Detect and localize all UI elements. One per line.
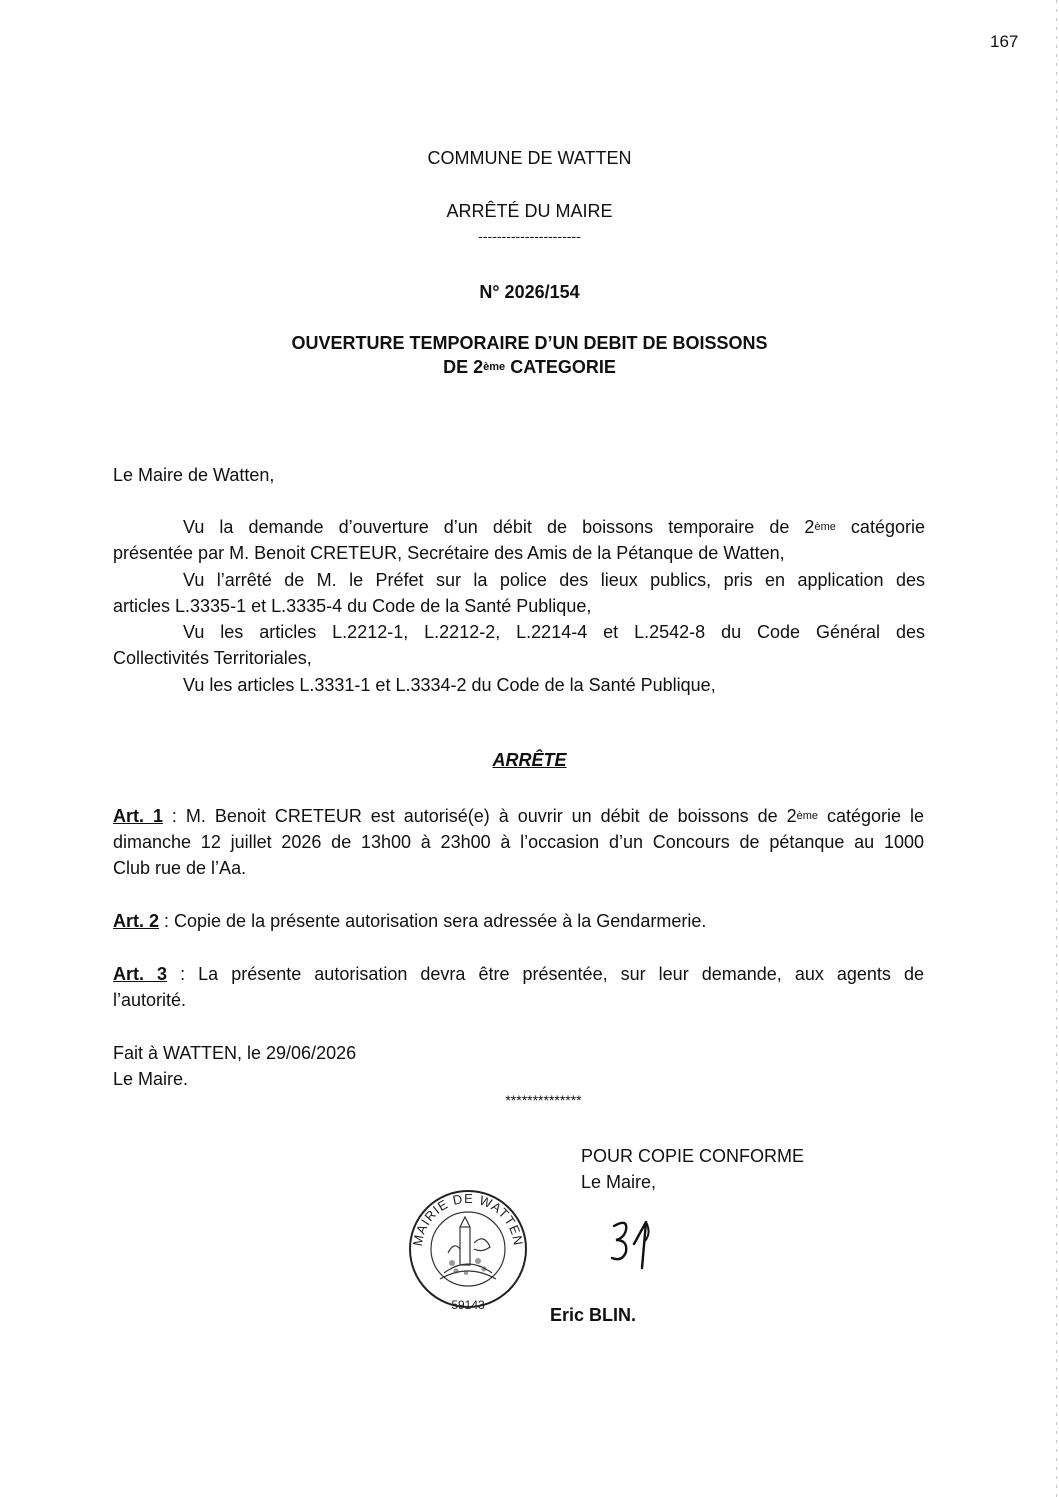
vu-3-line-1: Vu les articles L.2212-1, L.2212-2, L.2214-4 et L.2542-8 du Code Général des: [183, 622, 925, 642]
mairie-stamp: [404, 1183, 532, 1318]
subject-line-1: OUVERTURE TEMPORAIRE D’UN DEBIT DE BOISSONS: [291, 333, 768, 353]
commune-name: COMMUNE DE WATTEN: [427, 148, 632, 168]
svg-text:MAIRIE DE WATTEN: MAIRIE DE WATTEN: [409, 1190, 527, 1248]
title-separator: ----------------------: [478, 228, 581, 244]
vu-3-line-2: Collectivités Territoriales,: [113, 648, 312, 668]
article-1-label: Art. 1: [113, 806, 163, 826]
stamp-seal-icon: [404, 1183, 532, 1318]
signatory-name: Eric BLIN.: [550, 1305, 637, 1325]
arrete-title: ARRÊTÉ DU MAIRE: [446, 201, 613, 221]
signatory-role: Le Maire.: [113, 1069, 189, 1089]
decision-heading: ARRÊTE: [492, 750, 567, 770]
stars-separator: **************: [505, 1092, 582, 1108]
article-2-label: Art. 2: [113, 911, 160, 931]
article-3-label: Art. 3: [113, 964, 168, 984]
handwritten-signature: [606, 1214, 666, 1274]
article-1-line-3: Club rue de l’Aa.: [113, 858, 247, 878]
subject-line-2: DE 2ème CATEGORIE: [443, 357, 616, 377]
article-3-line-2: l’autorité.: [113, 990, 187, 1010]
copy-role: Le Maire,: [581, 1172, 657, 1192]
article-2: Art. 2 : Copie de la présente autorisation sera adressée à la Gendarmerie.: [113, 911, 707, 931]
vu-2-line-2: articles L.3335-1 et L.3335-4 du Code de la Santé Publique,: [113, 596, 592, 616]
preamble-opening: Le Maire de Watten,: [113, 465, 275, 485]
place-and-date: Fait à WATTEN, le 29/06/2026: [113, 1043, 357, 1063]
article-1-line-1: Art. 1 : M. Benoit CRETEUR est autorisé(e) à ouvrir un débit de boissons de 2ème catégorie le: [113, 806, 924, 826]
page-number: 167: [990, 32, 1019, 51]
arrete-number: N° 2026/154: [479, 282, 580, 302]
vu-4: Vu les articles L.3331-1 et L.3334-2 du Code de la Santé Publique,: [183, 675, 716, 695]
vu-1-line-2: présentée par M. Benoit CRETEUR, Secrétaire des Amis de la Pétanque de Watten,: [113, 543, 785, 563]
copy-statement: POUR COPIE CONFORME: [581, 1146, 805, 1166]
vu-2-line-1: Vu l’arrêté de M. le Préfet sur la police des lieux publics, pris en application des: [183, 570, 925, 590]
vu-1-line-1: Vu la demande d’ouverture d’un débit de boissons temporaire de 2ème catégorie: [183, 517, 925, 537]
scan-edge-artifact: [1056, 0, 1057, 1497]
stamp-code: 59143: [451, 1298, 485, 1312]
signature-icon: [606, 1214, 666, 1274]
article-1-line-2: dimanche 12 juillet 2026 de 13h00 à 23h00 à l’occasion d’un Concours de pétanque au 1000: [113, 832, 924, 852]
article-3-line-1: Art. 3 : La présente autorisation devra être présentée, sur leur demande, aux agents de: [113, 964, 924, 984]
